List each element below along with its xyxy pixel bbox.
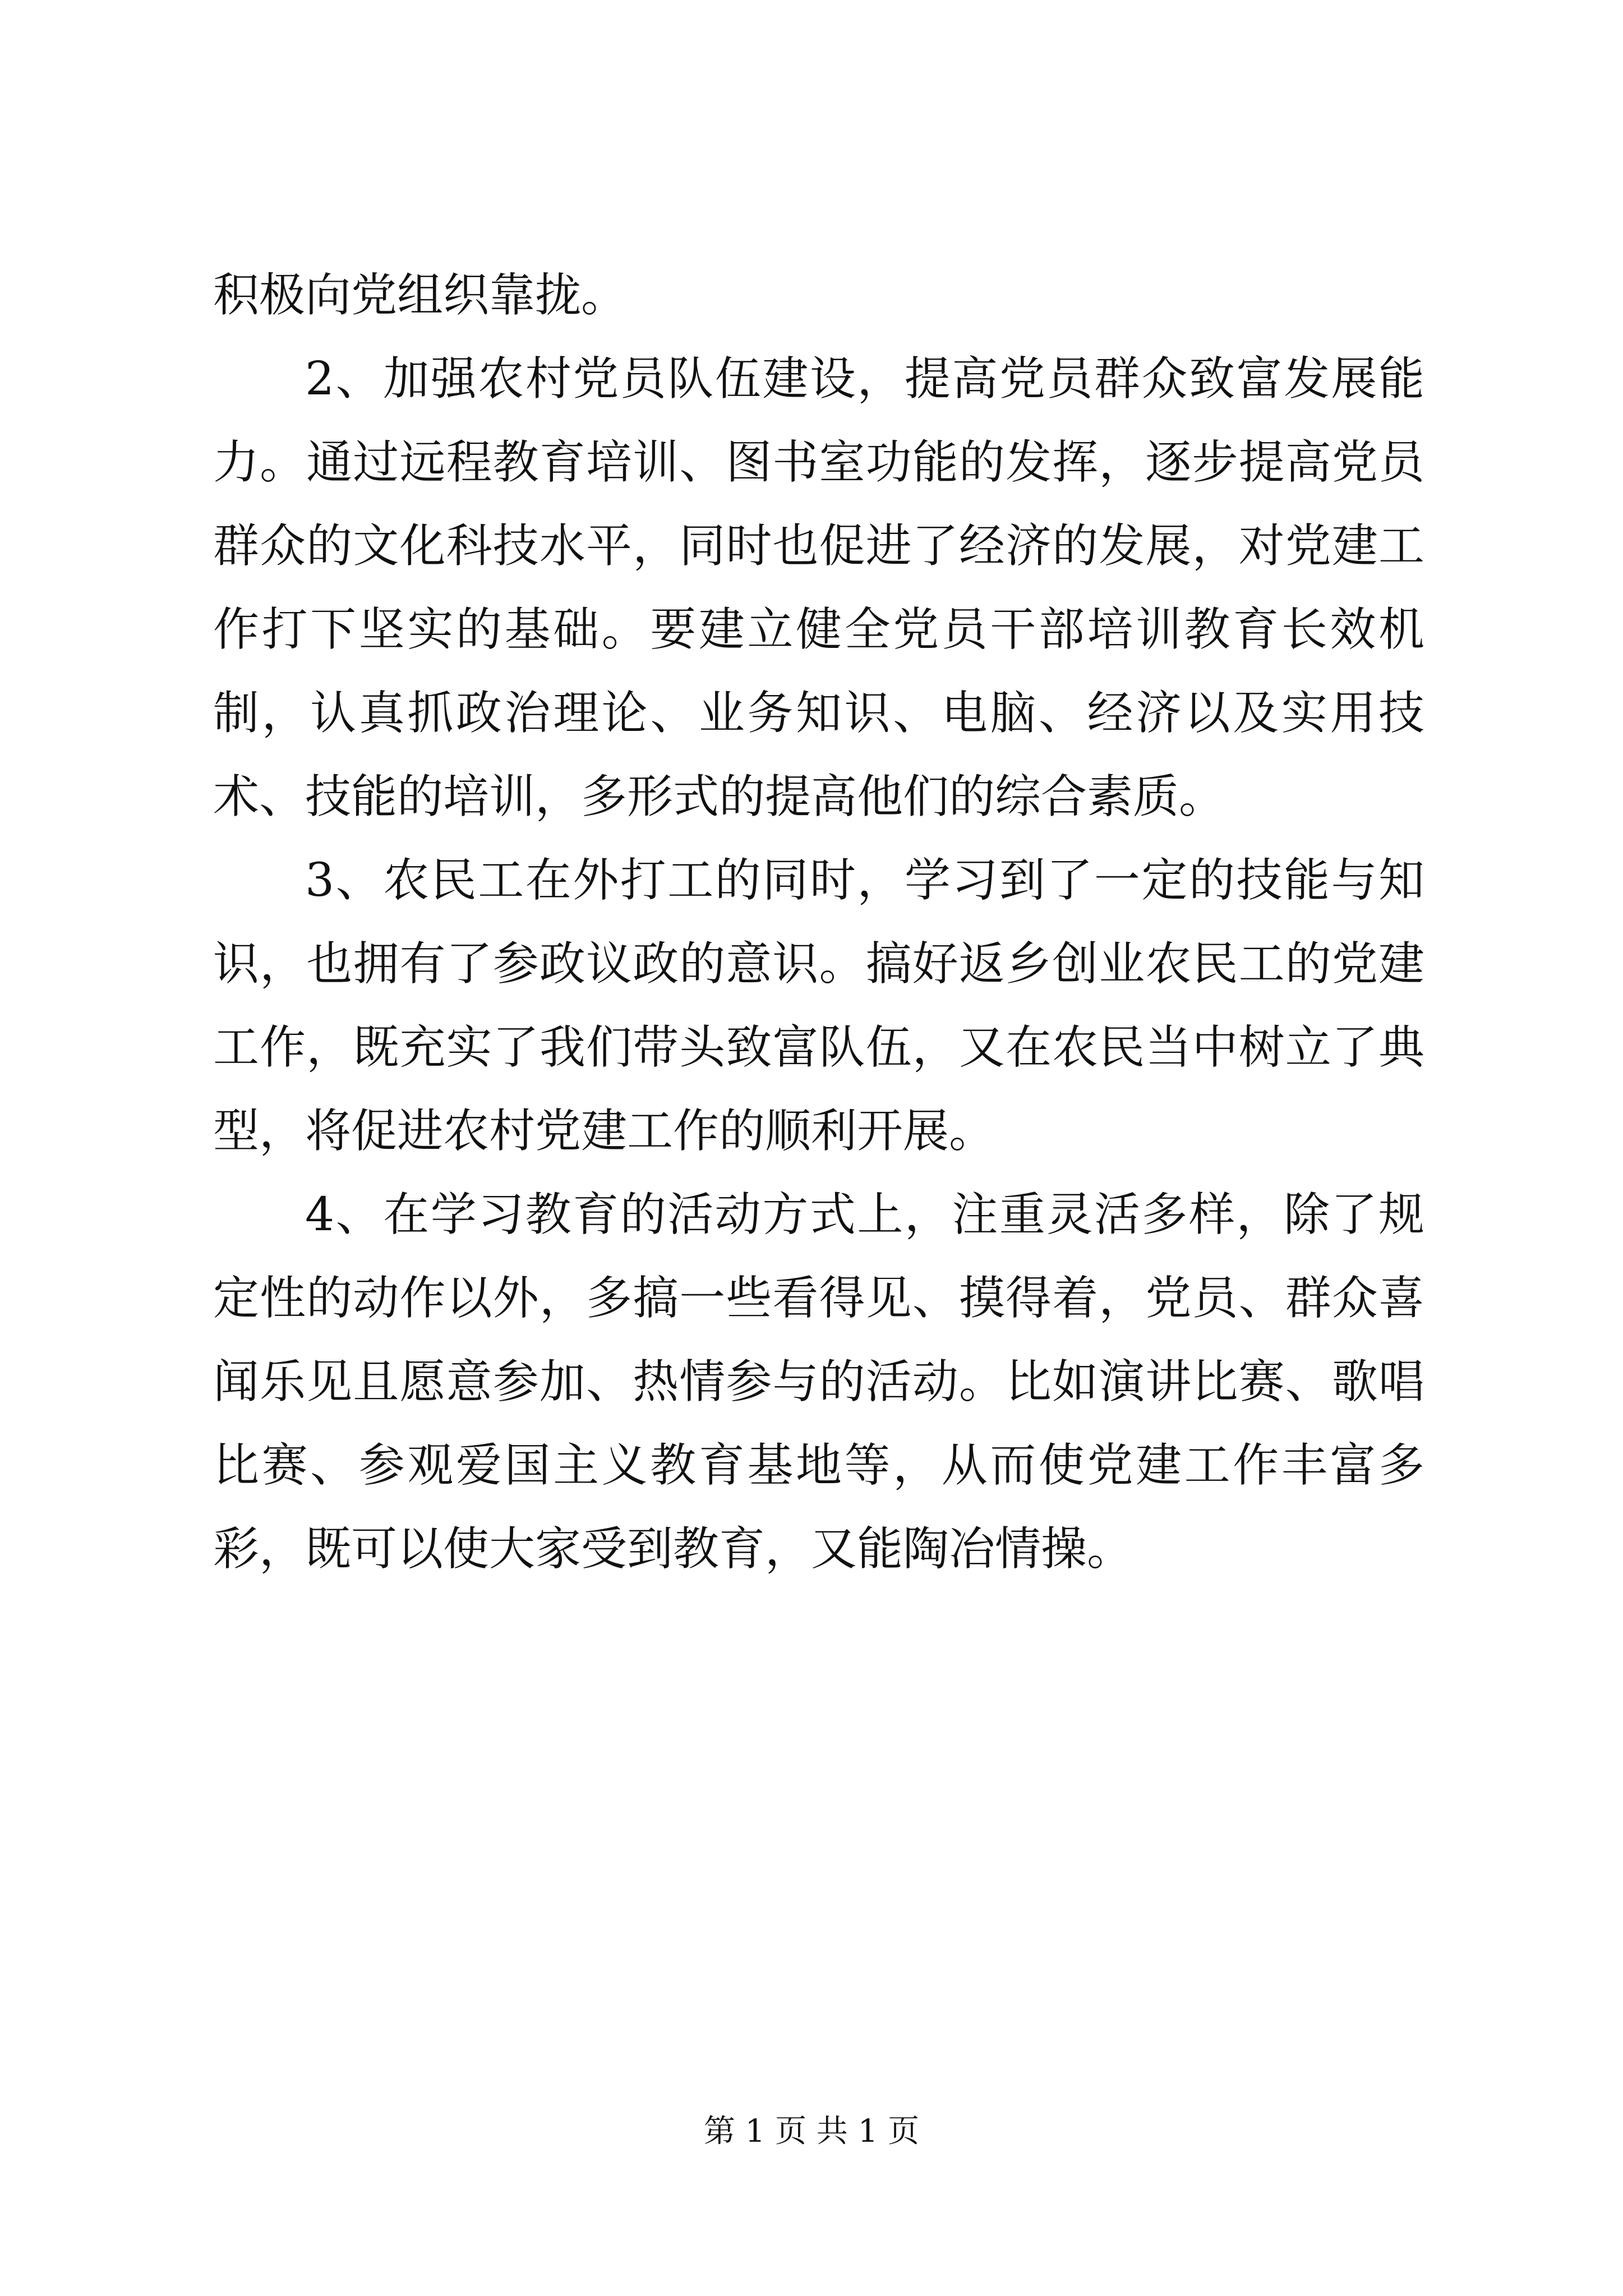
document-body <box>213 254 1424 1591</box>
paragraph-item-2: 2、加强农村党员队伍建设，提高党员群众致富发展能力。通过远程教育培训、图书室功能的发挥，逐步提高党员群众的文化科技水平，同时也促进了经济的发展，对党建工作打下坚实的基础。要建立健全党员干部培训教育长效机制，认真抓政治理论、业务知识、电脑、经济以及实用技术、技能的培训，多形式的提高他们的综合素质。 <box>213 352 1424 823</box>
paragraph-item-3: 3、农民工在外打工的同时，学习到了一定的技能与知识，也拥有了参政议政的意识。搞好返乡创业农民工的党建工作，既充实了我们带头致富队伍，又在农民当中树立了典型，将促进农村党建工作的顺利开展。 <box>213 854 1424 1158</box>
page-footer: 第 1 页 共 1 页 <box>703 2113 920 2150</box>
paragraph-item-4: 4、在学习教育的活动方式上，注重灵活多样，除了规定性的动作以外，多搞一些看得见、摸得着，党员、群众喜闻乐见且愿意参加、热情参与的活动。比如演讲比赛、歌唱比赛、参观爱国主义教育基地等，从而使党建工作丰富多彩，既可以使大家受到教育，又能陶冶情操。 <box>213 1188 1424 1576</box>
paragraph-continuation: 积极向党组织靠拢。 <box>213 269 628 322</box>
